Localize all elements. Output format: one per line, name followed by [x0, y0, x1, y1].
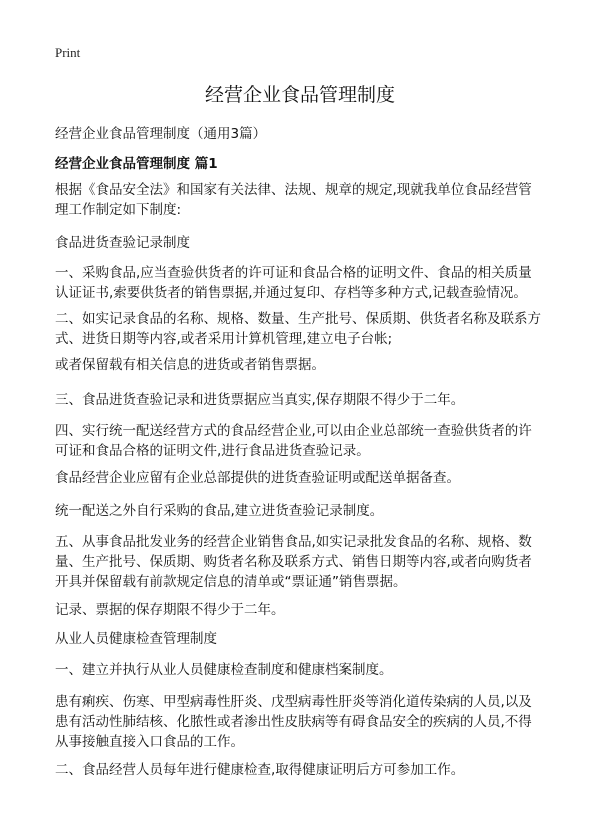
paragraph: 二、食品经营人员每年进行健康检查,取得健康证明后方可参加工作。 [55, 762, 465, 778]
section-heading: 经营企业食品管理制度 篇1 [55, 156, 218, 172]
paragraph: 五、从事食品批发业务的经营企业销售食品,如实记录批发食品的名称、规格、数 量、生产批号、保质期、购货者名称及联系方式、销售日期等内容,或者向购货者 开具并保留载有前款规定信息的清单或“票证通”销售票据。 [55, 534, 532, 590]
document-title: 经营企业食品管理制度 [204, 84, 395, 106]
paragraph: 一、建立并执行从业人员健康检查制度和健康档案制度。 [55, 662, 393, 678]
paragraph: 食品经营企业应留有企业总部提供的进货查验证明或配送单据备查。 [55, 470, 460, 486]
paragraph: 一、采购食品,应当查验供货者的许可证和食品合格的证明文件、食品的相关质量 认证证书,索要供货者的销售票据,并通过复印、存档等多种方式,记载查验情况。 [55, 265, 532, 301]
paragraph: 患有痢疾、伤寒、甲型病毒性肝炎、戊型病毒性肝炎等消化道传染病的人员,以及 患有活动性肺结核、化脓性或者渗出性皮肤病等有碍食品安全的疾病的人员,不得 从事接触直接入口食品的工作。 [55, 694, 532, 750]
paragraph: 统一配送之外自行采购的食品,建立进货查验记录制度。 [55, 503, 384, 519]
paragraph: 根据《食品安全法》和国家有关法律、法规、规章的规定,现就我单位食品经营管 理工作制定如下制度: [55, 182, 532, 218]
paragraph: 或者保留载有相关信息的进货或者销售票据。 [55, 357, 325, 373]
paragraph: 四、实行统一配送经营方式的食品经营企业,可以由企业总部统一查验供货者的许 可证和食品合格的证明文件,进行食品进货查验记录。 [55, 423, 532, 459]
paragraph: 三、食品进货查验记录和进货票据应当真实,保存期限不得少于二年。 [55, 392, 465, 408]
paragraph: 食品进货查验记录制度 [55, 235, 190, 251]
paragraph: 二、如实记录食品的名称、规格、数量、生产批号、保质期、供货者名称及联系方 式、进货日期等内容,或者采用计算机管理,建立电子台帐; [55, 311, 541, 347]
paragraph: 记录、票据的保存期限不得少于二年。 [55, 602, 285, 618]
paragraph: 从业人员健康检查管理制度 [55, 631, 217, 647]
print-link[interactable]: Print [55, 45, 81, 60]
document-subtitle: 经营企业食品管理制度（通用3篇） [55, 126, 267, 142]
